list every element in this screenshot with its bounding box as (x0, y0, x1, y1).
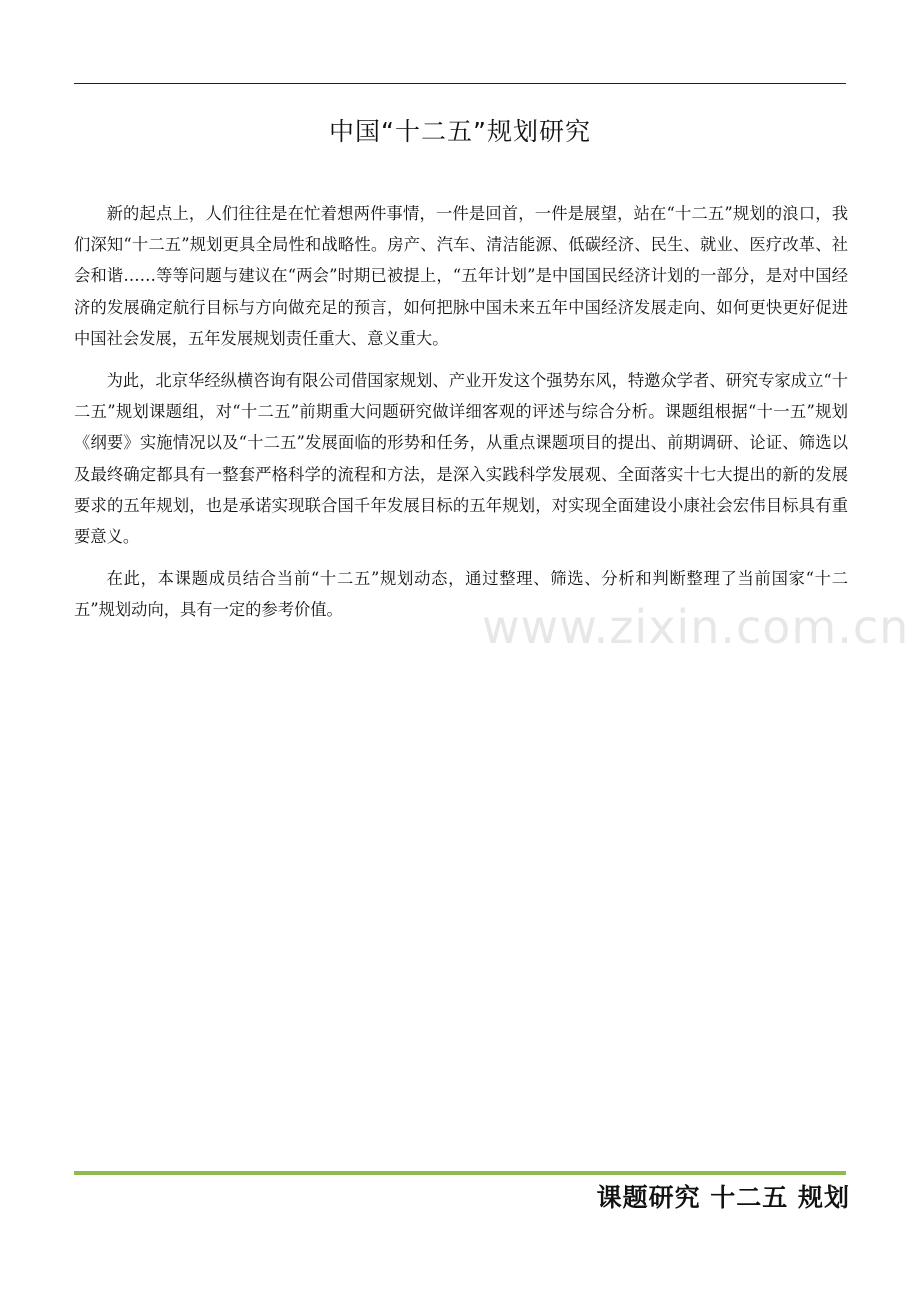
header-divider (74, 83, 846, 84)
watermark: www.zixin.com.cn (482, 600, 910, 654)
document-body (74, 198, 848, 637)
footer-title: 课题研究 十二五 规划 (596, 1183, 850, 1210)
paragraph-intro: 新的起点上，人们往往是在忙着想两件事情，一件是回首，一件是展望，站在“十二五”规划的浪口，我们深知“十二五”规划更具全局性和战略性。房产、汽车、清洁能源、低碳经济、民生、就业、医疗改革、社会和谐……等等问题与建议在“两会”时期已被提上，“五年计划”是中国国民经济计划的一部分，是对中国经济的发展确定航行目标与方向做充足的预言，如何把脉中国未来五年中国经济发展走向、如何更快更好促进中国社会发展，五年发展规划责任重大、意义重大。 (74, 204, 848, 348)
paragraph-research-group: 为此，北京华经纵横咨询有限公司借国家规划、产业开发这个强势东风，特邀众学者、研究专家成立“十二五”规划课题组，对“十二五”前期重大问题研究做详细客观的评述与综合分析。课题组根据“十一五”规划《纲要》实施情况以及“十二五”发展面临的形势和任务，从重点课题项目的提出、前期调研、论证、筛选以及最终确定都具有一整套严格科学的流程和方法，是深入实践科学发展观、全面落实十七大提出的新的发展要求的五年规划，也是承诺实现联合国千年发展目标的五年规划，对实现全面建设小康社会宏伟目标具有重要意义。 (74, 371, 848, 547)
footer-divider (74, 1171, 846, 1175)
page-title: 中国“十二五”规划研究 (329, 117, 591, 146)
paragraph-conclusion: 在此，本课题成员结合当前“十二五”规划动态，通过整理、筛选、分析和判断整理了当前国家“十二五”规划动向，具有一定的参考价值。 (74, 569, 848, 620)
